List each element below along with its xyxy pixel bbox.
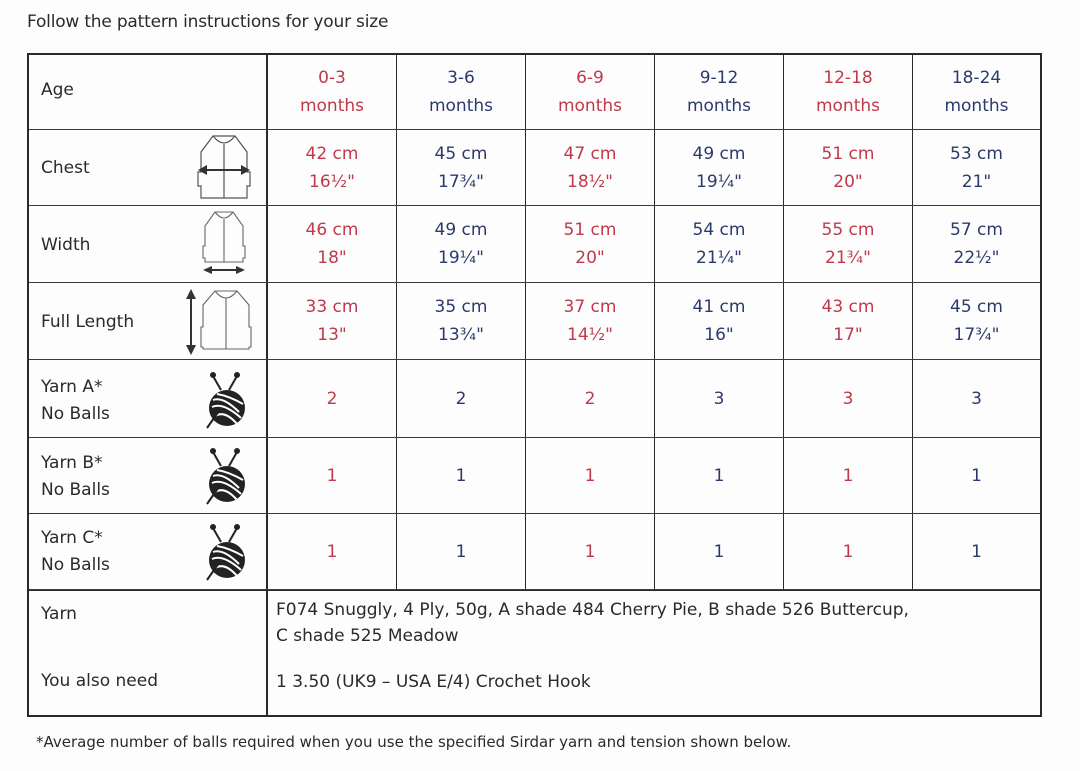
chest-cm: 51 cm bbox=[821, 143, 875, 164]
label-yarn-a: Yarn A* bbox=[41, 377, 103, 397]
yarn-b-count: 1 bbox=[326, 465, 338, 486]
width-col-1 bbox=[397, 206, 526, 282]
width-cm: 57 cm bbox=[950, 220, 1003, 240]
yarn-a-count: 3 bbox=[971, 388, 982, 409]
yarn-a-col-4 bbox=[784, 360, 913, 437]
yarn-a-count: 3 bbox=[713, 388, 725, 409]
length-in: 14½" bbox=[567, 325, 613, 345]
yarn-ball-icon bbox=[203, 446, 247, 508]
yarn-b-count: 1 bbox=[971, 465, 982, 486]
label-age: Age bbox=[41, 80, 74, 100]
length-cm: 33 cm bbox=[305, 297, 359, 317]
yarn-c-col-3 bbox=[655, 514, 784, 589]
age-range: 0-3 bbox=[318, 68, 346, 88]
yarn-a-count: 2 bbox=[326, 388, 338, 409]
width-in: 19¼" bbox=[438, 248, 484, 268]
chest-in: 16½" bbox=[309, 171, 355, 192]
label-yarn-b-balls: No Balls bbox=[41, 480, 110, 500]
cardigan-chest-measure-icon bbox=[195, 134, 253, 200]
label-yarn-c-balls: No Balls bbox=[41, 555, 110, 575]
chest-in: 18½" bbox=[567, 171, 613, 192]
length-col-4 bbox=[784, 283, 913, 359]
chest-cm: 53 cm bbox=[950, 143, 1003, 164]
chest-cm: 42 cm bbox=[305, 143, 359, 164]
label-width: Width bbox=[41, 235, 91, 255]
row-chest bbox=[29, 130, 1040, 206]
label-cell-materials bbox=[29, 591, 268, 715]
yarn-c-col-2 bbox=[526, 514, 655, 589]
width-col-4 bbox=[784, 206, 913, 282]
width-in: 22½" bbox=[953, 248, 1000, 268]
length-in: 13" bbox=[317, 325, 347, 345]
age-range: 3-6 bbox=[447, 68, 475, 88]
yarn-b-count: 1 bbox=[584, 465, 596, 486]
yarn-b-col-4 bbox=[784, 438, 913, 513]
yarn-b-count: 1 bbox=[842, 465, 854, 486]
label-also-need: You also need bbox=[41, 671, 158, 691]
label-yarn-c: Yarn C* bbox=[41, 528, 103, 548]
width-cm: 49 cm bbox=[434, 220, 488, 240]
yarn-a-col-0 bbox=[268, 360, 397, 437]
label-cell-yarn-a bbox=[29, 360, 268, 437]
length-col-5 bbox=[913, 283, 1040, 359]
yarn-ball-icon bbox=[203, 370, 247, 432]
age-col-1 bbox=[397, 55, 526, 129]
row-age bbox=[29, 55, 1040, 130]
chest-cm: 47 cm bbox=[563, 143, 617, 164]
length-col-2 bbox=[526, 283, 655, 359]
chest-col-5 bbox=[913, 130, 1040, 205]
width-cm: 51 cm bbox=[563, 220, 617, 240]
crochet-hook-spec: 1 3.50 (UK9 – USA E/4) Crochet Hook bbox=[276, 672, 591, 692]
row-materials bbox=[29, 590, 1040, 715]
label-cell-chest bbox=[29, 130, 268, 205]
yarn-c-col-1 bbox=[397, 514, 526, 589]
chest-in: 20" bbox=[833, 171, 863, 192]
age-unit: months bbox=[428, 96, 494, 116]
row-yarn-a bbox=[29, 360, 1040, 438]
yarn-c-col-0 bbox=[268, 514, 397, 589]
width-in: 18" bbox=[317, 248, 347, 268]
age-range: 9-12 bbox=[699, 68, 739, 88]
label-yarn-b: Yarn B* bbox=[41, 453, 103, 473]
cardigan-width-measure-icon bbox=[201, 210, 247, 276]
yarn-b-col-3 bbox=[655, 438, 784, 513]
width-cm: 55 cm bbox=[821, 220, 875, 240]
age-range: 6-9 bbox=[576, 68, 604, 88]
chest-in: 17¾" bbox=[438, 171, 484, 192]
chest-in: 19¼" bbox=[696, 171, 742, 192]
yarn-ball-icon bbox=[203, 522, 247, 584]
width-cm: 46 cm bbox=[305, 220, 359, 240]
yarn-a-col-5 bbox=[913, 360, 1040, 437]
width-in: 21¾" bbox=[825, 248, 871, 268]
row-length bbox=[29, 283, 1040, 360]
chest-in: 21" bbox=[961, 171, 992, 192]
yarn-a-col-1 bbox=[397, 360, 526, 437]
label-cell-age bbox=[29, 55, 268, 129]
length-in: 13¾" bbox=[438, 325, 484, 345]
yarn-spec-line1: F074 Snuggly, 4 Ply, 50g, A shade 484 Cherry Pie, B shade 526 Buttercup, bbox=[276, 600, 909, 620]
yarn-a-count: 3 bbox=[842, 388, 854, 409]
yarn-c-count: 1 bbox=[842, 541, 854, 562]
age-col-3 bbox=[655, 55, 784, 129]
length-col-0 bbox=[268, 283, 397, 359]
yarn-a-col-2 bbox=[526, 360, 655, 437]
width-col-5 bbox=[913, 206, 1040, 282]
label-cell-yarn-b bbox=[29, 438, 268, 513]
width-in: 21¼" bbox=[696, 248, 742, 268]
length-in: 17" bbox=[833, 325, 863, 345]
width-in: 20" bbox=[575, 248, 605, 268]
yarn-a-count: 2 bbox=[584, 388, 596, 409]
width-col-2 bbox=[526, 206, 655, 282]
yarn-c-count: 1 bbox=[584, 541, 596, 562]
length-cm: 37 cm bbox=[563, 297, 617, 317]
length-in: 17¾" bbox=[953, 325, 1000, 345]
yarn-spec-line2: C shade 525 Meadow bbox=[276, 626, 459, 646]
age-range: 12-18 bbox=[823, 68, 873, 88]
yarn-c-count: 1 bbox=[455, 541, 467, 562]
length-col-3 bbox=[655, 283, 784, 359]
yarn-a-col-3 bbox=[655, 360, 784, 437]
age-col-5 bbox=[913, 55, 1040, 129]
size-table bbox=[27, 53, 1042, 717]
age-range: 18-24 bbox=[951, 68, 1002, 88]
age-unit: months bbox=[299, 96, 365, 116]
row-yarn-c bbox=[29, 514, 1040, 590]
yarn-c-col-5 bbox=[913, 514, 1040, 589]
width-cm: 54 cm bbox=[692, 220, 746, 240]
yarn-b-col-5 bbox=[913, 438, 1040, 513]
yarn-c-col-4 bbox=[784, 514, 913, 589]
yarn-c-count: 1 bbox=[971, 541, 982, 562]
yarn-b-count: 1 bbox=[713, 465, 725, 486]
age-col-2 bbox=[526, 55, 655, 129]
yarn-b-count: 1 bbox=[455, 465, 467, 486]
length-col-1 bbox=[397, 283, 526, 359]
label-yarn-a-balls: No Balls bbox=[41, 404, 110, 424]
row-yarn-b bbox=[29, 438, 1040, 514]
label-cell-width bbox=[29, 206, 268, 282]
width-col-3 bbox=[655, 206, 784, 282]
yarn-b-col-2 bbox=[526, 438, 655, 513]
chest-col-3 bbox=[655, 130, 784, 205]
yarn-c-count: 1 bbox=[713, 541, 725, 562]
materials-cell bbox=[268, 591, 1040, 715]
yarn-a-count: 2 bbox=[455, 388, 467, 409]
age-unit: months bbox=[686, 96, 752, 116]
label-cell-yarn-c bbox=[29, 514, 268, 589]
chest-cm: 49 cm bbox=[692, 143, 746, 164]
row-width bbox=[29, 206, 1040, 283]
chest-col-1 bbox=[397, 130, 526, 205]
yarn-b-col-0 bbox=[268, 438, 397, 513]
age-col-4 bbox=[784, 55, 913, 129]
length-cm: 35 cm bbox=[434, 297, 488, 317]
cardigan-length-measure-icon bbox=[183, 287, 255, 357]
yarn-b-col-1 bbox=[397, 438, 526, 513]
length-in: 16" bbox=[704, 325, 734, 345]
chest-col-4 bbox=[784, 130, 913, 205]
age-unit: months bbox=[944, 96, 1009, 116]
chest-col-2 bbox=[526, 130, 655, 205]
chest-cm: 45 cm bbox=[434, 143, 488, 164]
age-col-0 bbox=[268, 55, 397, 129]
length-cm: 45 cm bbox=[950, 297, 1003, 317]
label-chest: Chest bbox=[41, 158, 90, 178]
chest-col-0 bbox=[268, 130, 397, 205]
label-yarn: Yarn bbox=[41, 604, 77, 624]
width-col-0 bbox=[268, 206, 397, 282]
page-heading: Follow the pattern instructions for your size bbox=[27, 12, 389, 32]
age-unit: months bbox=[557, 96, 623, 116]
length-cm: 41 cm bbox=[692, 297, 746, 317]
footnote: *Average number of balls required when you use the specified Sirdar yarn and tension shown below. bbox=[36, 733, 792, 751]
label-length: Full Length bbox=[41, 312, 135, 332]
label-cell-length bbox=[29, 283, 268, 359]
age-unit: months bbox=[815, 96, 881, 116]
yarn-c-count: 1 bbox=[326, 541, 338, 562]
length-cm: 43 cm bbox=[821, 297, 875, 317]
